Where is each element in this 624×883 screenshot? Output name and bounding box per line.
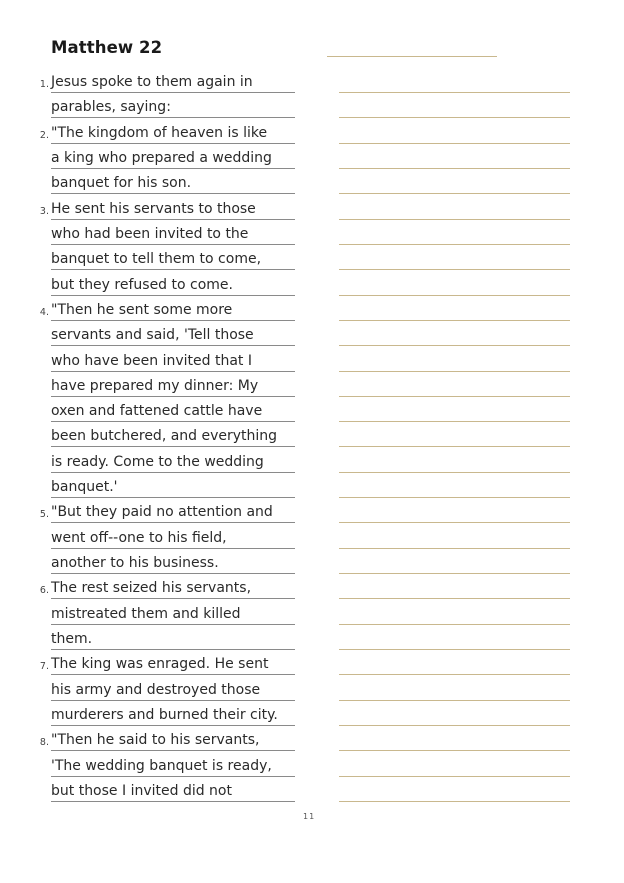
verse-line bbox=[0, 169, 624, 194]
verse-line bbox=[0, 498, 624, 523]
page-number: 11 bbox=[303, 812, 316, 821]
verse-number: 2. bbox=[39, 129, 49, 141]
verse-text: but they refused to come. bbox=[51, 276, 233, 293]
verse-text: who have been invited that I bbox=[51, 352, 252, 369]
verse-text: "But they paid no attention and bbox=[51, 504, 273, 521]
verse-line bbox=[0, 675, 624, 700]
verse-text: been butchered, and everything bbox=[51, 428, 278, 445]
verse-line bbox=[0, 650, 624, 675]
verse-number: 4. bbox=[39, 306, 49, 318]
verse-line bbox=[0, 422, 624, 447]
verse-line bbox=[0, 599, 624, 624]
verse-line bbox=[0, 523, 624, 548]
verse-text: but those I invited did not bbox=[51, 782, 232, 799]
verse-text: his army and destroyed those bbox=[51, 681, 261, 698]
verse-text: Jesus spoke to them again in bbox=[51, 73, 253, 90]
page-title: Matthew 22 bbox=[51, 38, 163, 57]
verse-number: 1. bbox=[39, 78, 49, 90]
verse-text: banquet for his son. bbox=[51, 175, 192, 192]
verse-line bbox=[0, 220, 624, 245]
verse-line bbox=[0, 93, 624, 118]
verse-line bbox=[0, 68, 624, 93]
verse-text: another to his business. bbox=[51, 555, 219, 572]
verse-text: banquet to tell them to come, bbox=[51, 251, 262, 268]
verse-line bbox=[0, 701, 624, 726]
verse-line bbox=[0, 118, 624, 143]
text-underline bbox=[51, 801, 295, 802]
verse-text: "The kingdom of heaven is like bbox=[51, 124, 268, 141]
verse-line bbox=[0, 574, 624, 599]
verse-line bbox=[0, 751, 624, 776]
verse-line bbox=[0, 296, 624, 321]
verse-text: "Then he sent some more bbox=[51, 301, 233, 318]
verse-line bbox=[0, 777, 624, 802]
verse-text: who had been invited to the bbox=[51, 225, 249, 242]
verse-text: them. bbox=[51, 631, 93, 648]
verse-number: 7. bbox=[39, 661, 49, 673]
verse-line bbox=[0, 397, 624, 422]
verse-text: He sent his servants to those bbox=[51, 200, 256, 217]
verse-line bbox=[0, 726, 624, 751]
verse-text: is ready. Come to the wedding bbox=[51, 453, 264, 470]
verse-text: 'The wedding banquet is ready, bbox=[51, 757, 272, 774]
verse-line bbox=[0, 245, 624, 270]
verse-number: 8. bbox=[39, 737, 49, 749]
verse-line bbox=[0, 625, 624, 650]
verse-line bbox=[0, 270, 624, 295]
verse-number: 3. bbox=[39, 205, 49, 217]
verse-number: 6. bbox=[39, 585, 49, 597]
verse-line bbox=[0, 321, 624, 346]
verse-text: mistreated them and killed bbox=[51, 605, 241, 622]
verse-line bbox=[0, 346, 624, 371]
writing-line[interactable] bbox=[339, 801, 570, 802]
verse-text: "Then he said to his servants, bbox=[51, 732, 260, 749]
verse-line bbox=[0, 473, 624, 498]
verse-text: The king was enraged. He sent bbox=[51, 656, 269, 673]
verse-line bbox=[0, 549, 624, 574]
verse-line bbox=[0, 144, 624, 169]
verse-text: murderers and burned their city. bbox=[51, 706, 278, 723]
verse-line bbox=[0, 194, 624, 219]
verse-text: went off--one to his field, bbox=[51, 529, 227, 546]
verse-text: The rest seized his servants, bbox=[51, 580, 252, 597]
verse-text: parables, saying: bbox=[51, 99, 171, 116]
verse-line bbox=[0, 448, 624, 473]
verse-text: a king who prepared a wedding bbox=[51, 149, 272, 166]
title-writing-line bbox=[327, 56, 497, 57]
verse-line bbox=[0, 372, 624, 397]
verse-text: servants and said, 'Tell those bbox=[51, 327, 254, 344]
verse-text: have prepared my dinner: My bbox=[51, 377, 259, 394]
verse-text: banquet.' bbox=[51, 479, 118, 496]
verse-number: 5. bbox=[39, 509, 49, 521]
verse-text: oxen and fattened cattle have bbox=[51, 403, 263, 420]
